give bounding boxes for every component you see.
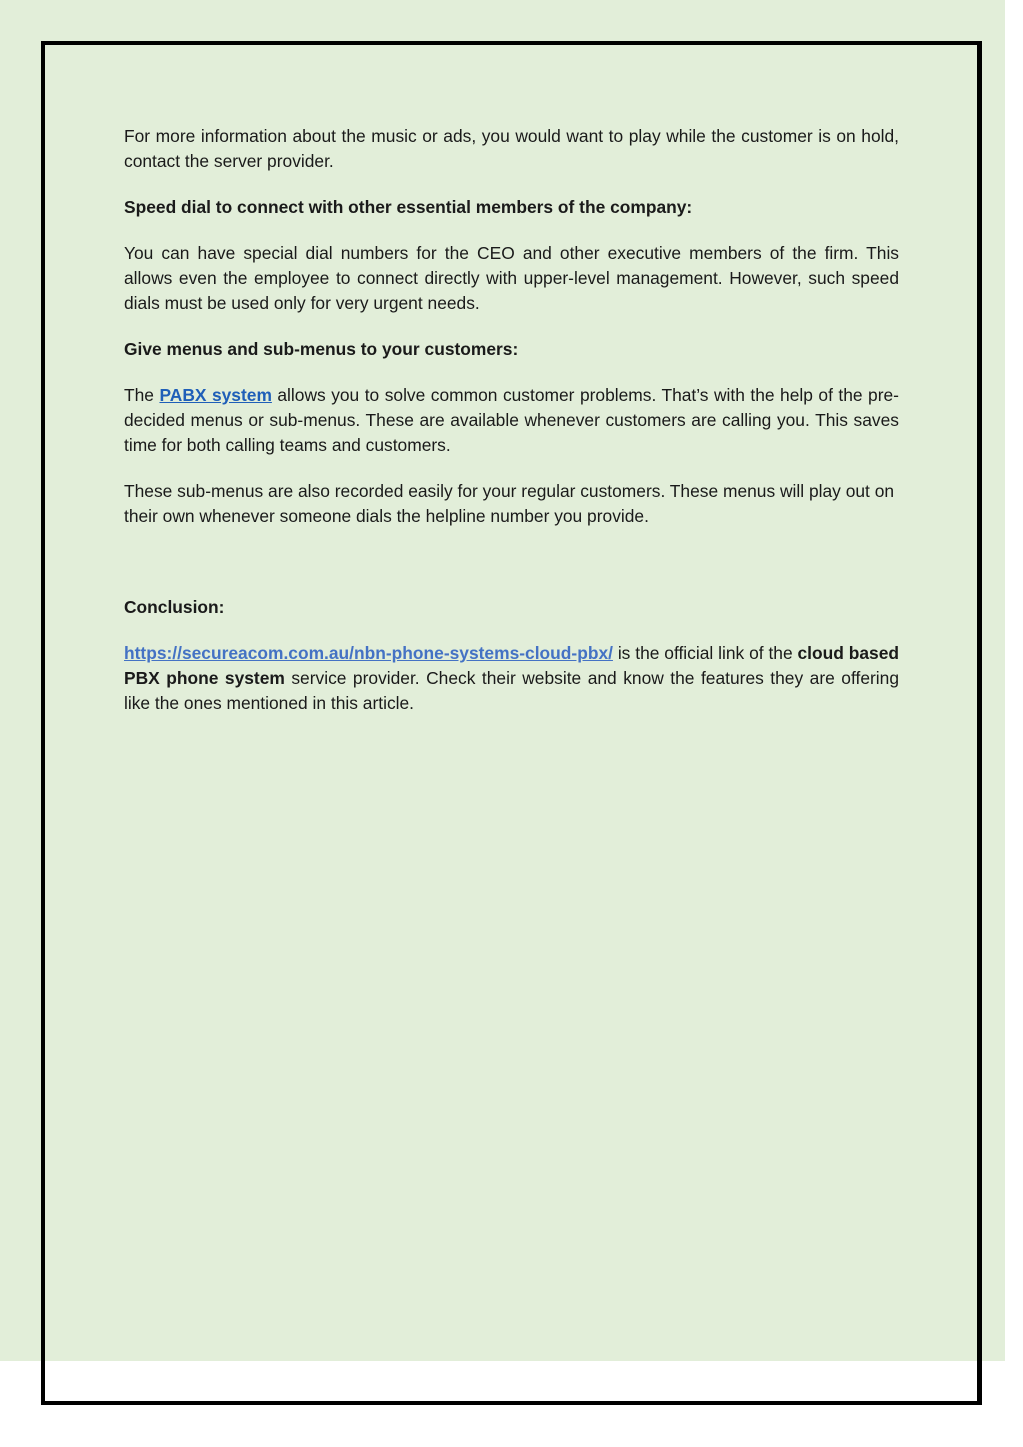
spacer (124, 550, 899, 595)
paragraph-conclusion (124, 641, 899, 716)
paragraph-pabx (124, 383, 899, 458)
secureacom-link[interactable]: https://secureacom.com.au/nbn-phone-systems-cloud-pbx/ (124, 643, 613, 663)
heading-conclusion: Conclusion: (124, 597, 225, 617)
conclusion-mid: is the official link of the (612, 643, 798, 663)
paragraph-sub-menus: These sub-menus are also recorded easily for your regular customers. These menus will play out on their own whenever someone dials the helpline number you provide. (124, 481, 895, 526)
paragraph-speed-dial: You can have special dial numbers for the CEO and other executive members of the firm. This allows even the employee to connect directly with upper-level management. However, such speed dials must be used only for very urgent needs. (124, 243, 899, 313)
document-body (124, 124, 899, 737)
pabx-system-link[interactable]: PABX system (159, 385, 272, 405)
pabx-pre: The (124, 385, 160, 405)
conclusion-post: service provider. Check their website and know the features they are offering like the ones mentioned in this article. (124, 668, 899, 713)
paragraph-on-hold: For more information about the music or ads, you would want to play while the customer is on hold, contact the server provider. (124, 126, 899, 171)
conclusion-bold: cloud based PBX phone system (124, 643, 899, 688)
heading-speed-dial: Speed dial to connect with other essential members of the company: (124, 197, 693, 217)
heading-menus: Give menus and sub-menus to your customers: (124, 339, 519, 359)
pabx-post: allows you to solve common customer problems. That’s with the help of the pre-decided menus or sub-menus. These are available whenever customers are calling you. This saves time for both calling teams and customers. (124, 385, 899, 455)
